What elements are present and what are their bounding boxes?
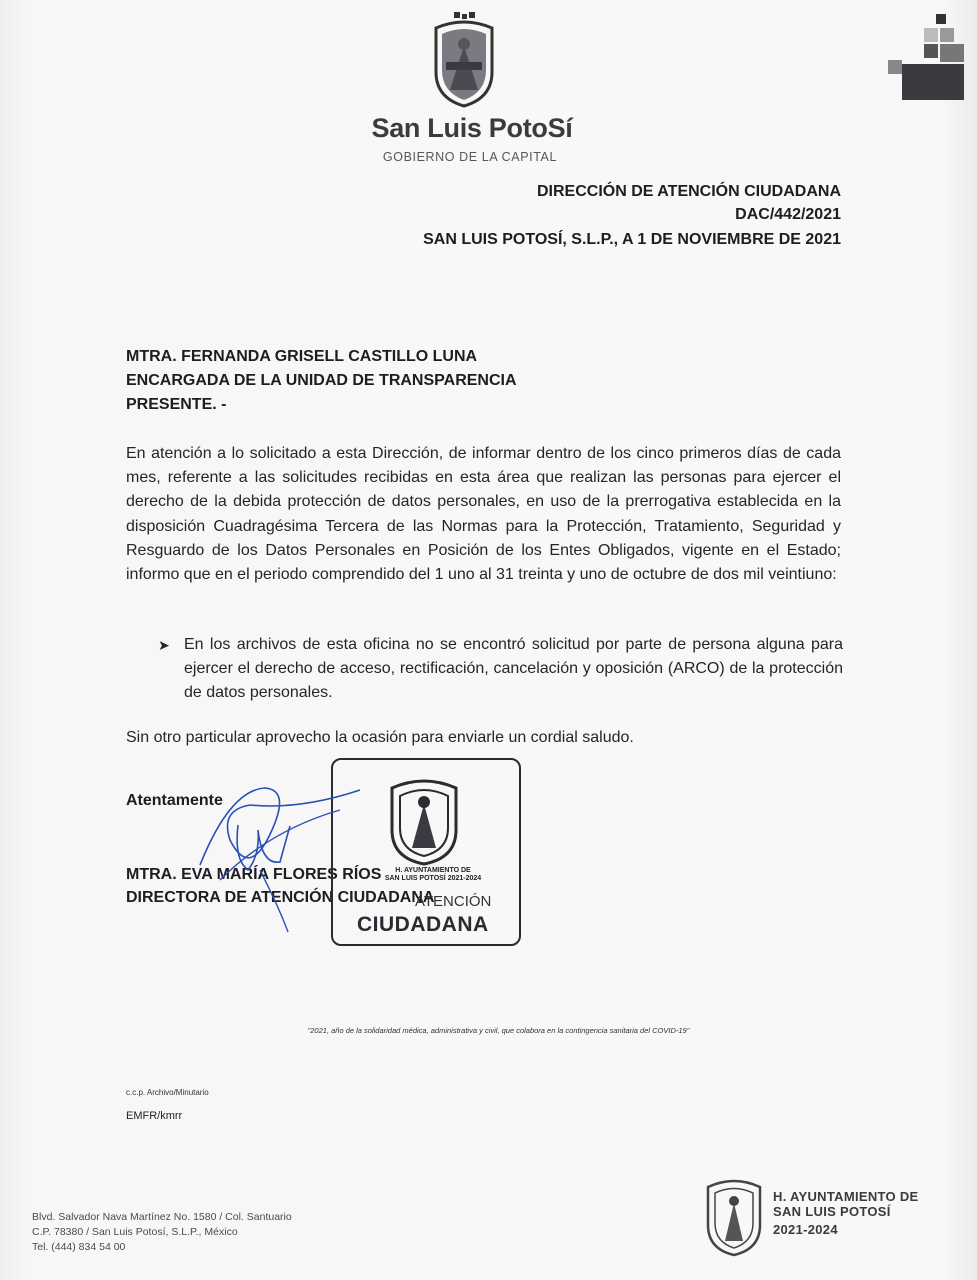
stamp-line-3: ATENCIÓN [415, 893, 492, 910]
brand-subtitle: GOBIERNO DE LA CAPITAL [382, 150, 558, 164]
recipient-name: MTRA. FERNANDA GRISELL CASTILLO LUNA [126, 348, 478, 365]
arrow-bullet-icon: ➤ [158, 637, 170, 653]
reference-number: DAC/442/2021 [735, 206, 841, 223]
footer-logo-line-2: SAN LUIS POTOSÍ [773, 1204, 891, 1219]
address-line-1: Blvd. Salvador Nava Martínez No. 1580 / Col. Santuario [32, 1211, 292, 1223]
initials: EMFR/kmrr [126, 1110, 183, 1122]
handwritten-signature [190, 770, 380, 940]
footer-crest-icon [704, 1173, 764, 1258]
stamp-line-4: CIUDADANA [357, 913, 489, 936]
body-paragraph: En atención a lo solicitado a esta Dirección, de informar dentro de los cinco primeros días de cada mes, referente a las solicitudes recibidas en esta área que realizan las personas para ejercer el derecho de la debida protección de datos personales, en uso de la prerrogativa establecida en la disposición Cuadragésima Tercera de las Normas para la Protección, Tratamiento, Seguridad y Resguardo de los Datos Personales en Posición de los Entes Obligados, vigente en el Estado; informo que en el periodo comprendido del 1 uno al 31 treinta y uno de octubre de dos mil veintiuno: [126, 445, 841, 584]
closing-line: Sin otro particular aprovecho la ocasión para enviarle un cordial saludo. [126, 729, 634, 746]
signer-name: MTRA. EVA MARÍA FLORES RÍOS [126, 866, 382, 883]
brand-name: San Luis PotoSí [371, 113, 573, 143]
atentamente: Atentamente [126, 792, 223, 809]
department-title: DIRECCIÓN DE ATENCIÓN CIUDADANA [537, 183, 841, 200]
recipient-title: ENCARGADA DE LA UNIDAD DE TRANSPARENCIA [126, 372, 517, 389]
bullet-item [158, 633, 843, 706]
bullet-text: En los archivos de esta oficina no se encontró solicitud por parte de persona alguna para ejercer el derecho de acceso, rectificación, cancelación y oposición (ARCO) de la protección de datos personales. [184, 636, 843, 702]
stamp-line-2: SAN LUIS POTOSÍ 2021-2024 [384, 875, 482, 882]
recipient-presente: PRESENTE. - [126, 396, 227, 413]
stamp-crest-icon [384, 770, 464, 866]
ccp-line: c.c.p. Archivo/Minutario [126, 1088, 209, 1097]
address-line-3: Tel. (444) 834 54 00 [32, 1241, 126, 1253]
stamp-line-1: H. AYUNTAMIENTO DE [395, 867, 471, 874]
pixel-corner-graphic [888, 12, 968, 102]
motto-line: "2021, año de la solidaridad médica, administrativa y civil, que colabora en la contingencia sanitaria del COVID-19" [307, 1026, 690, 1035]
coat-of-arms-logo [430, 10, 498, 110]
footer-logo-line-1: H. AYUNTAMIENTO DE [773, 1189, 919, 1204]
address-line-2: C.P. 78380 / San Luis Potosí, S.L.P., México [32, 1226, 238, 1238]
signer-title: DIRECTORA DE ATENCIÓN CIUDADANA [126, 889, 435, 906]
place-date: SAN LUIS POTOSÍ, S.L.P., A 1 DE NOVIEMBRE DE 2021 [423, 231, 841, 248]
footer-logo-line-3: 2021-2024 [773, 1222, 838, 1237]
